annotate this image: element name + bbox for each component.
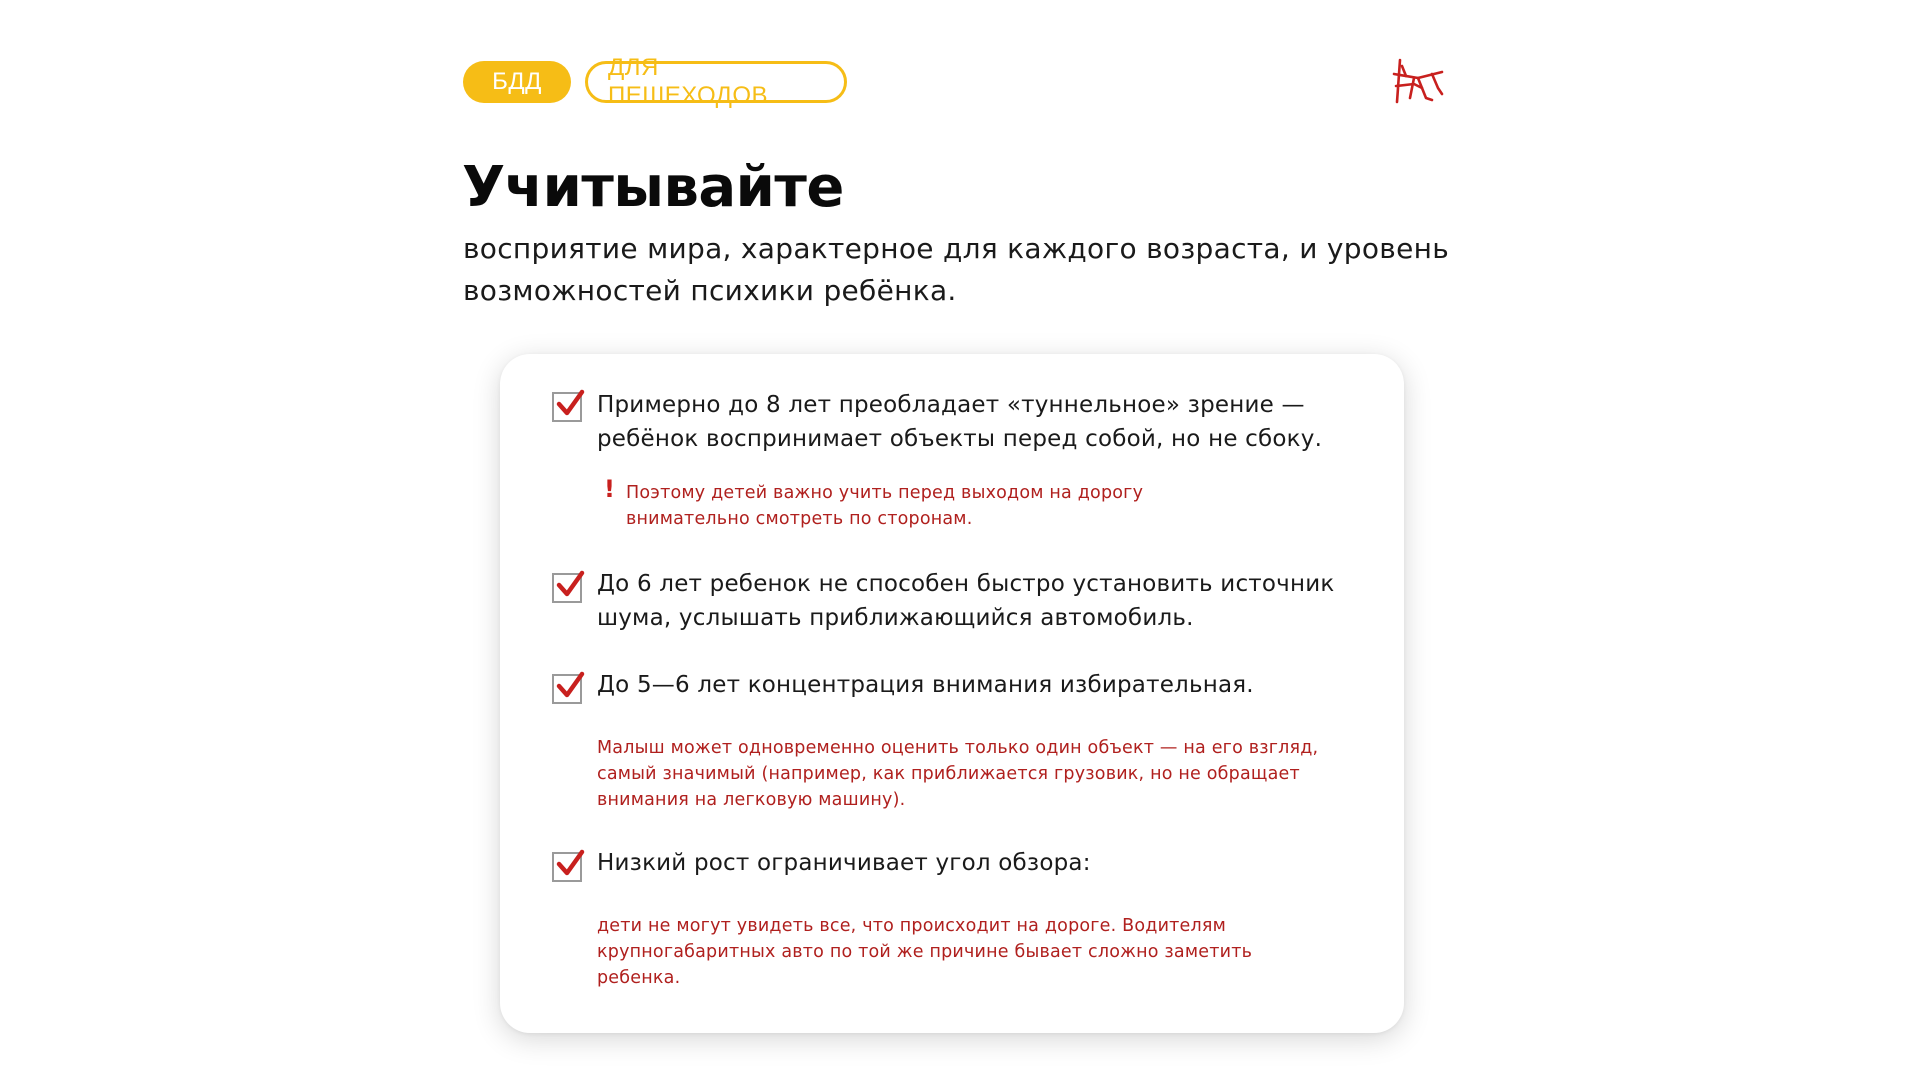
checkbox-item-1[interactable] <box>552 392 582 422</box>
exclamation-icon: ! <box>604 475 615 503</box>
tag-for-pedestrians[interactable]: ДЛЯ ПЕШЕХОДОВ <box>585 61 847 103</box>
page-title: Учитывайте <box>462 155 844 220</box>
checkbox-item-4[interactable] <box>552 852 582 882</box>
list-item-note: Малыш может одновременно оценить только один объект — на его взгляд, самый значимый (например, как приближается грузовик, но не обращает внимания на легковую машину). <box>597 738 1319 810</box>
list-item-text: До 5—6 лет концентрация внимания избирательная. <box>597 672 1254 698</box>
checklist-card <box>500 354 1404 1033</box>
checkbox-item-3[interactable] <box>552 674 582 704</box>
checkbox-item-2[interactable] <box>552 573 582 603</box>
list-item-note: Поэтому детей важно учить перед выходом на дорогу внимательно смотреть по сторонам. <box>626 483 1144 529</box>
list-item-text: Примерно до 8 лет преобладает «туннельное» зрение — ребёнок воспринимает объекты перед собой, но не сбоку. <box>597 392 1323 452</box>
tag-group <box>463 54 847 109</box>
checkmark-icon <box>555 390 585 420</box>
page-subtitle: восприятие мира, характерное для каждого возраста, и уровень возможностей психики ребёнка. <box>463 232 1450 307</box>
list-item-note: дети не могут увидеть все, что происходит на дороге. Водителям крупногабаритных авто по той же причине бывает сложно заметить ребенка. <box>597 916 1253 988</box>
list-item-text: До 6 лет ребенок не способен быстро установить источник шума, услышать приближающийся автомобиль. <box>597 571 1335 631</box>
list-item-text: Низкий рост ограничивает угол обзора: <box>597 850 1091 876</box>
checkmark-icon <box>555 850 585 880</box>
tag-bdd[interactable]: БДД <box>463 61 571 103</box>
checkmark-icon <box>555 672 585 702</box>
checkmark-icon <box>555 571 585 601</box>
road-crossing-logo-icon <box>1392 58 1446 104</box>
